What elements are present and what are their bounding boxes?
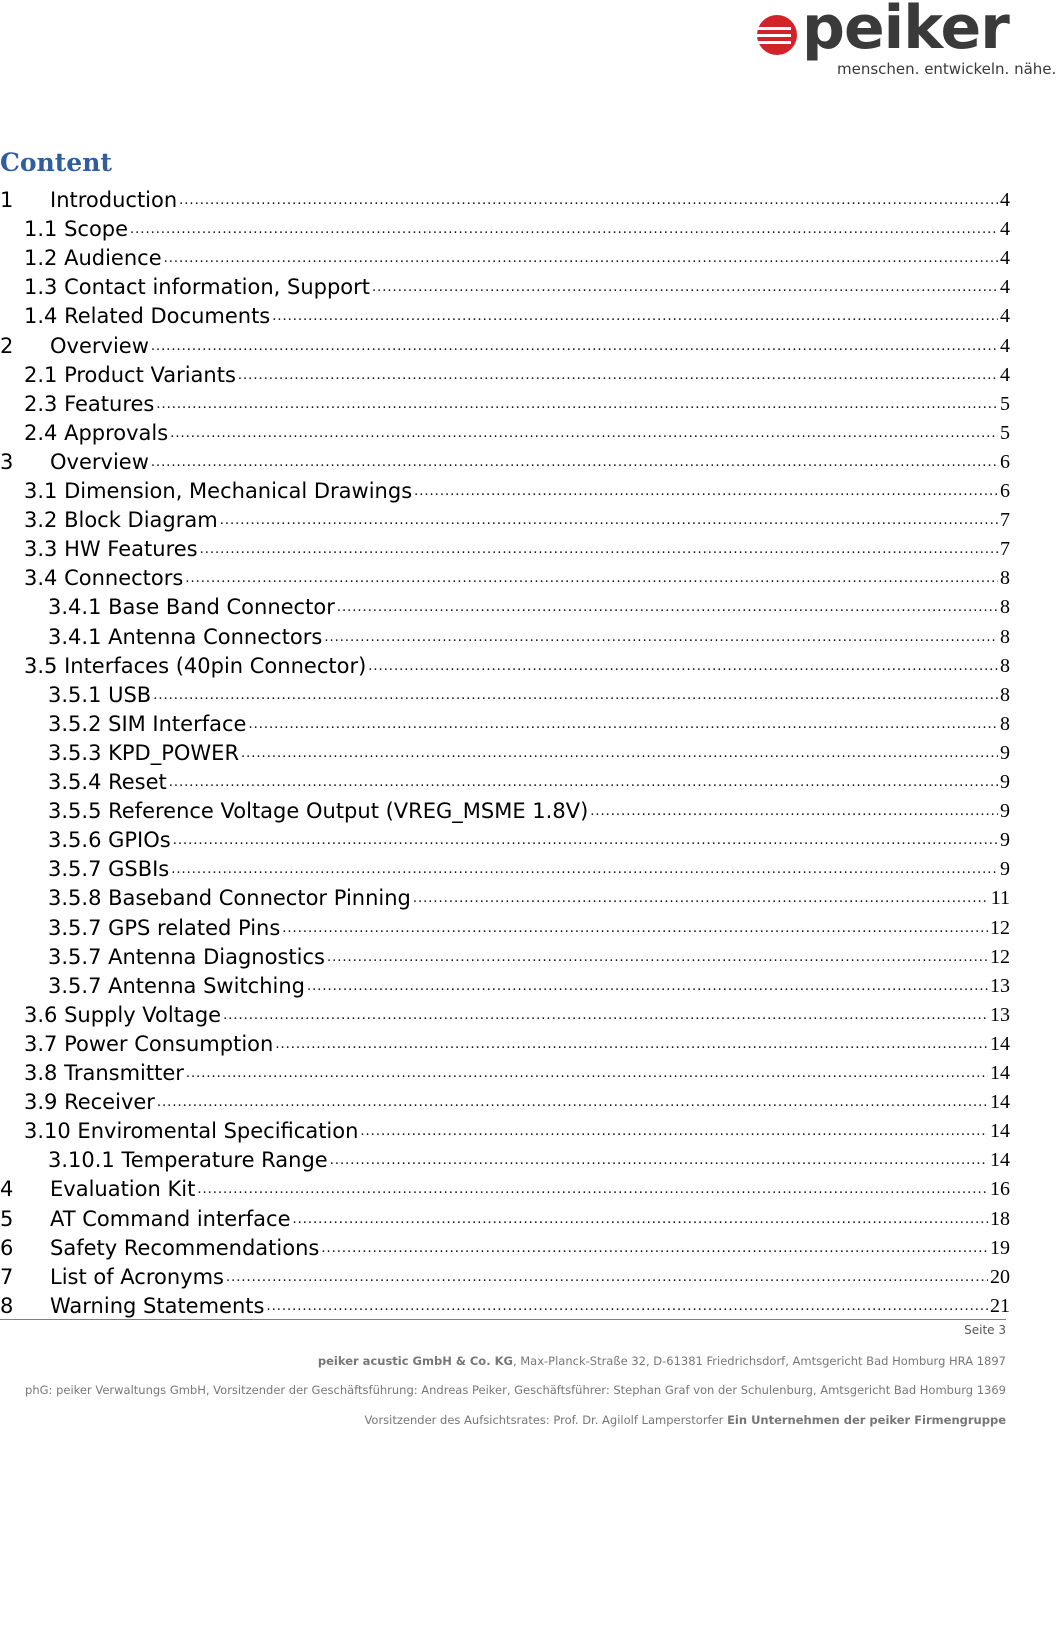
- toc-dot-leader: [327, 951, 988, 965]
- footer-page-number: Seite 3: [964, 1323, 1006, 1337]
- toc-entry-number: 2: [0, 333, 14, 358]
- toc-entry-page[interactable]: 4: [1000, 305, 1010, 328]
- toc-dot-leader: [324, 631, 998, 645]
- toc-dot-leader: [238, 369, 998, 383]
- toc-entry-page[interactable]: 8: [1000, 625, 1010, 648]
- toc-dot-leader: [223, 1009, 988, 1023]
- toc-entry-title[interactable]: 3.5.2 SIM Interface: [48, 711, 247, 736]
- toc-dot-leader: [169, 776, 998, 790]
- toc-entry[interactable]: [24, 415, 1010, 445]
- toc-entry-title[interactable]: 3.5.7 Antenna Switching: [48, 973, 306, 998]
- footer-board-line: [364, 1413, 1006, 1427]
- toc-dot-leader: [197, 1183, 988, 1197]
- toc-entry[interactable]: [0, 444, 1010, 474]
- toc-entry-title[interactable]: 3.5.8 Baseband Connector Pinning: [48, 886, 411, 911]
- toc-entry-number: 7: [0, 1264, 14, 1289]
- toc-entry-title[interactable]: 1.1 Scope: [24, 217, 129, 242]
- toc-entry-page[interactable]: 8: [1000, 567, 1010, 590]
- toc-dot-leader: [200, 543, 998, 557]
- toc-entry-title[interactable]: Overview: [50, 333, 149, 358]
- toc-entry-title[interactable]: 2.1 Product Variants: [24, 362, 236, 387]
- toc-entry-title[interactable]: 2.4 Approvals: [24, 420, 169, 445]
- toc-dot-leader: [293, 1213, 988, 1227]
- toc-entry-page[interactable]: 19: [990, 1236, 1010, 1259]
- toc-entry-page[interactable]: 14: [990, 1032, 1010, 1055]
- toc-dot-leader: [337, 601, 998, 615]
- toc-entry-page[interactable]: 13: [990, 1003, 1010, 1026]
- toc-dot-leader: [170, 427, 998, 441]
- footer-company-address: , Max-Planck-Straße 32, D-61381 Friedrichsdorf, Amtsgericht Bad Homburg HRA 1897: [512, 1354, 1006, 1368]
- toc-entry[interactable]: [48, 706, 1010, 736]
- toc-entry-title[interactable]: 3.5.5 Reference Voltage Output (VREG_MSME 1.8V): [48, 799, 589, 824]
- toc-dot-leader: [156, 398, 998, 412]
- toc-entry[interactable]: [24, 298, 1010, 328]
- toc-entry[interactable]: [24, 240, 1010, 270]
- toc-entry-title[interactable]: Introduction: [50, 188, 178, 212]
- toc-dot-leader: [151, 340, 998, 354]
- toc-entry-page[interactable]: 14: [990, 1149, 1010, 1172]
- toc-entry-page[interactable]: 9: [1000, 800, 1010, 823]
- toc-entry-page[interactable]: 21: [990, 1294, 1010, 1317]
- toc-entry-page[interactable]: 18: [990, 1207, 1010, 1230]
- toc-dot-leader: [413, 892, 989, 906]
- toc-entry-page[interactable]: 9: [1000, 829, 1010, 852]
- toc-dot-leader: [157, 1096, 988, 1110]
- toc-dot-leader: [186, 1067, 988, 1081]
- toc-dot-leader: [173, 834, 998, 848]
- toc-entry-title[interactable]: 3.5.6 GPIOs: [48, 828, 171, 853]
- toc-entry[interactable]: [48, 851, 1010, 881]
- toc-entry-title[interactable]: 3.10.1 Temperature Range: [48, 1148, 328, 1173]
- toc-entry-page[interactable]: 4: [1000, 218, 1010, 241]
- toc-dot-leader: [321, 1242, 988, 1256]
- toc-entry[interactable]: [24, 211, 1010, 241]
- toc-dot-leader: [282, 922, 988, 936]
- toc-entry-title[interactable]: Safety Recommendations: [50, 1235, 320, 1260]
- toc-entry-number: 8: [0, 1293, 14, 1318]
- toc-entry[interactable]: [0, 182, 1010, 212]
- toc-entry[interactable]: [0, 1259, 1010, 1289]
- toc-entry-title[interactable]: List of Acronyms: [50, 1264, 224, 1289]
- toc-dot-leader: [185, 572, 998, 586]
- toc-entry-title[interactable]: 3.5 Interfaces (40pin Connector): [24, 653, 367, 678]
- toc-entry-page[interactable]: 8: [1000, 683, 1010, 706]
- toc-dot-leader: [153, 689, 998, 703]
- toc-entry[interactable]: [0, 1171, 1010, 1201]
- toc-entry-title[interactable]: 3.4.1 Antenna Connectors: [48, 624, 323, 649]
- footer-management-line: phG: peiker Verwaltungs GmbH, Vorsitzender der Geschäftsführung: Andreas Peiker, Geschäftsführer: Stephan Graf von der Schulenburg, Amtsgericht Bad Homburg 1369: [25, 1383, 1006, 1397]
- toc-entry-page[interactable]: 14: [990, 1120, 1010, 1143]
- toc-entry-page[interactable]: 9: [1000, 741, 1010, 764]
- toc-entry-page[interactable]: 6: [1000, 450, 1010, 473]
- toc-entry[interactable]: [24, 473, 1010, 503]
- toc-entry-page[interactable]: 8: [1000, 712, 1010, 735]
- toc-entry-title[interactable]: 3.6 Supply Voltage: [24, 1002, 222, 1027]
- toc-entry-title[interactable]: 3.5.1 USB: [48, 682, 152, 707]
- toc-entry-number: 5: [0, 1206, 14, 1231]
- toc-entry-title[interactable]: 3.8 Transmitter: [24, 1061, 184, 1085]
- footer-company-line: [318, 1354, 1006, 1368]
- toc-dot-leader: [226, 1271, 988, 1285]
- toc-entry[interactable]: [24, 357, 1010, 387]
- toc-entry[interactable]: [48, 910, 1010, 940]
- toc-heading: Content: [0, 148, 112, 177]
- toc-dot-leader: [220, 514, 998, 528]
- toc-entry[interactable]: [24, 502, 1010, 532]
- toc-entry[interactable]: [48, 968, 1010, 998]
- toc-entry-page[interactable]: 4: [1000, 189, 1010, 211]
- toc-dot-leader: [241, 747, 998, 761]
- toc-entry[interactable]: [0, 1230, 1010, 1260]
- toc-entry-title[interactable]: 3.5.4 Reset: [48, 770, 167, 794]
- toc-entry-page[interactable]: 12: [990, 945, 1010, 968]
- toc-entry-page[interactable]: 14: [990, 1091, 1010, 1114]
- toc-entry-page[interactable]: 7: [1000, 509, 1010, 532]
- toc-entry-number: 4: [0, 1177, 14, 1202]
- toc-entry-title[interactable]: 3.2 Block Diagram: [24, 508, 218, 533]
- toc-dot-leader: [330, 1154, 988, 1168]
- peiker-logo: [752, 0, 1057, 78]
- toc-dot-leader: [179, 194, 998, 208]
- toc-entry-page[interactable]: 6: [1000, 480, 1010, 502]
- toc-dot-leader: [248, 718, 998, 732]
- toc-entry-page[interactable]: 4: [1000, 247, 1010, 270]
- toc-entry[interactable]: [48, 1142, 1010, 1172]
- toc-entry[interactable]: [24, 531, 1010, 561]
- toc-entry-title[interactable]: 1.4 Related Documents: [24, 304, 271, 329]
- toc-entry[interactable]: [0, 328, 1010, 358]
- toc-entry[interactable]: [24, 386, 1010, 416]
- toc-dot-leader: [275, 1038, 988, 1052]
- toc-entry[interactable]: [24, 1084, 1010, 1114]
- toc-entry-title[interactable]: 3.10 Enviromental Specification: [24, 1119, 359, 1144]
- footer-company-name: peiker acustic GmbH & Co. KG: [317, 1354, 513, 1368]
- toc-entry[interactable]: [24, 1113, 1010, 1143]
- toc-entry-page[interactable]: 11: [990, 887, 1010, 910]
- toc-dot-leader: [272, 310, 998, 324]
- toc-entry[interactable]: [48, 619, 1010, 649]
- toc-entry-title[interactable]: 3.4 Connectors: [24, 566, 184, 591]
- toc-entry-title[interactable]: 1.2 Audience: [24, 246, 162, 271]
- toc-entry[interactable]: [24, 997, 1010, 1027]
- toc-dot-leader: [372, 281, 998, 295]
- footer-board-chair: Vorsitzender des Aufsichtsrates: Prof. Dr. Agilolf Lamperstorfer: [364, 1413, 728, 1427]
- toc-dot-leader: [130, 223, 998, 237]
- toc-entry-title[interactable]: 3.3 HW Features: [24, 537, 198, 562]
- toc-dot-leader: [590, 805, 998, 819]
- toc-entry-title[interactable]: 1.3 Contact information, Support: [24, 275, 371, 300]
- toc-entry-title[interactable]: AT Command interface: [50, 1206, 291, 1231]
- toc-entry[interactable]: [0, 1201, 1010, 1231]
- toc-entry[interactable]: [24, 1055, 1010, 1085]
- toc-entry-number: 3: [0, 449, 14, 474]
- toc-entry-page[interactable]: 13: [990, 974, 1010, 997]
- toc-entry[interactable]: [48, 822, 1010, 852]
- toc-dot-leader: [368, 660, 998, 674]
- toc-entry-title[interactable]: 3.1 Dimension, Mechanical Drawings: [24, 479, 413, 503]
- toc-entry-number: 1: [0, 188, 14, 212]
- toc-entry[interactable]: [48, 939, 1010, 969]
- toc-entry-title[interactable]: 3.4.1 Base Band Connector: [48, 595, 335, 620]
- footer-group-statement: Ein Unternehmen der peiker Firmengruppe: [727, 1413, 1006, 1427]
- toc-entry-title[interactable]: Warning Statements: [50, 1293, 265, 1318]
- toc-entry-title[interactable]: 3.5.3 KPD_POWER: [48, 740, 240, 765]
- toc-entry-page[interactable]: 12: [990, 916, 1010, 939]
- toc-entry-page[interactable]: 8: [1000, 654, 1010, 677]
- toc-entry-page[interactable]: 5: [1000, 392, 1010, 415]
- toc-entry[interactable]: [24, 269, 1010, 299]
- toc-dot-leader: [360, 1125, 988, 1139]
- logo-tagline: menschen. entwickeln. nähe.: [837, 60, 1057, 78]
- toc-entry[interactable]: [48, 589, 1010, 619]
- toc-entry-title[interactable]: 3.9 Receiver: [24, 1090, 155, 1115]
- toc-entry[interactable]: [24, 648, 1010, 678]
- toc-entry-title[interactable]: Overview: [50, 449, 149, 474]
- toc-entry-page[interactable]: 4: [1000, 276, 1010, 299]
- toc-dot-leader: [414, 485, 998, 499]
- toc-entry[interactable]: [48, 677, 1010, 707]
- toc-entry[interactable]: [48, 735, 1010, 765]
- toc-entry-title[interactable]: 3.5.7 GSBIs: [48, 857, 170, 882]
- toc-entry[interactable]: [48, 880, 1010, 910]
- toc-entry-title[interactable]: 3.7 Power Consumption: [24, 1031, 274, 1056]
- toc-entry[interactable]: [48, 764, 1010, 794]
- peiker-logo-mark-icon: [752, 10, 802, 60]
- toc-entry[interactable]: [24, 560, 1010, 590]
- toc-dot-leader: [151, 456, 998, 470]
- toc-dot-leader: [164, 252, 998, 266]
- toc-entry-page[interactable]: 4: [1000, 334, 1010, 357]
- toc-entry-page[interactable]: 5: [1000, 421, 1010, 444]
- toc-dot-leader: [171, 863, 998, 877]
- toc-entry-title[interactable]: 3.5.7 Antenna Diagnostics: [48, 944, 325, 969]
- toc-entry-page[interactable]: 7: [1000, 538, 1010, 561]
- toc-entry-page[interactable]: 14: [990, 1062, 1010, 1084]
- toc-dot-leader: [307, 980, 988, 994]
- toc-entry-page[interactable]: 8: [1000, 596, 1010, 619]
- toc-entry-page[interactable]: 9: [1000, 771, 1010, 793]
- toc-entry-title[interactable]: 3.5.7 GPS related Pins: [48, 915, 281, 940]
- toc-entry-title[interactable]: Evaluation Kit: [50, 1177, 196, 1202]
- toc-entry-page[interactable]: 4: [1000, 363, 1010, 386]
- toc-entry[interactable]: [48, 793, 1010, 823]
- toc-entry-page[interactable]: 16: [990, 1178, 1010, 1201]
- toc-entry[interactable]: [0, 1288, 1010, 1318]
- logo-wordmark: peiker: [802, 0, 1009, 63]
- footer-divider: [0, 1319, 1006, 1320]
- toc-entry-number: 6: [0, 1235, 14, 1260]
- toc-entry-title[interactable]: 2.3 Features: [24, 391, 155, 416]
- toc-entry-page[interactable]: 9: [1000, 858, 1010, 881]
- toc-entry[interactable]: [24, 1026, 1010, 1056]
- toc-entry-page[interactable]: 20: [990, 1265, 1010, 1288]
- toc-dot-leader: [266, 1300, 988, 1314]
